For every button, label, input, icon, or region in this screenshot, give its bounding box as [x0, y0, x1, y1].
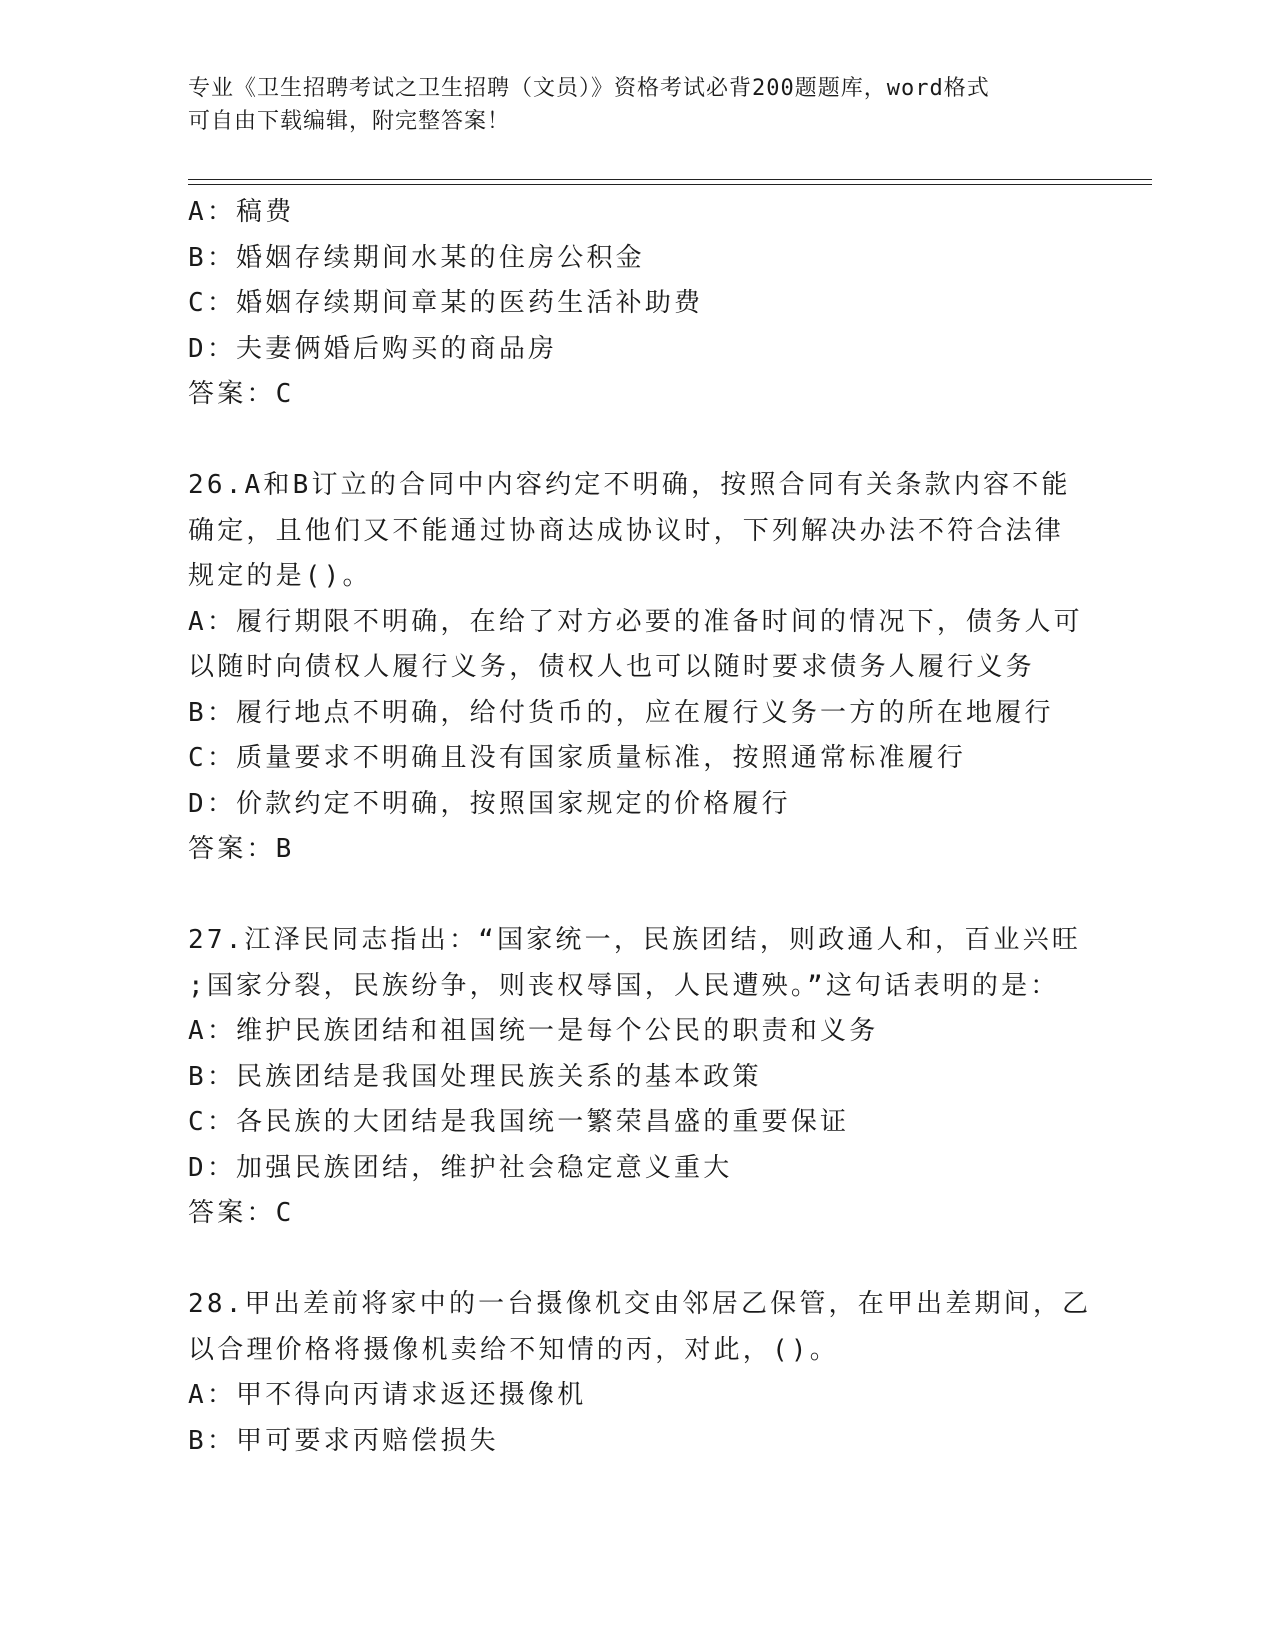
question-spacer [188, 873, 1088, 919]
question-stem-line: 以合理价格将摄像机卖给不知情的丙，对此，()。 [188, 1334, 839, 1365]
question-stem-line: 26.A和B订立的合同中内容约定不明确，按照合同有关条款内容不能 [188, 470, 1071, 500]
question-spacer [188, 1237, 1088, 1283]
option-d: D：加强民族团结，维护社会稳定意义重大 [188, 1152, 733, 1183]
question-stem-line: 28.甲出差前将家中的一台摄像机交由邻居乙保管，在甲出差期间，乙 [188, 1289, 1092, 1319]
answer: 答案：C [188, 379, 295, 409]
question-stem-line: 规定的是()。 [188, 561, 372, 591]
option-b: B：甲可要求丙赔偿损失 [188, 1425, 499, 1456]
option-a-continued: 以随时向债权人履行义务，债权人也可以随时要求债务人履行义务 [188, 652, 1035, 682]
question-spacer [188, 418, 1088, 464]
question-stem-line: 确定，且他们又不能通过协商达成协议时，下列解决办法不符合法律 [188, 515, 1065, 546]
header-divider-top [188, 179, 1152, 180]
document-header [188, 72, 1068, 138]
header-title-line-1: 专业《卫生招聘考试之卫生招聘（文员）》资格考试必背200题题库，word格式 [188, 76, 990, 101]
question-stem-line: ;国家分裂，民族纷争，则丧权辱国，人民遭殃。”这句话表明的是： [188, 970, 1060, 1001]
question-list [188, 190, 1092, 1464]
header-title-line-2: 可自由下载编辑，附完整答案！ [188, 109, 511, 134]
option-a: A：稿费 [188, 197, 295, 227]
header-divider-bottom [188, 184, 1152, 185]
question-stem-line: 27.江泽民同志指出：“国家统一，民族团结，则政通人和，百业兴旺 [188, 925, 1082, 955]
option-b: B：履行地点不明确，给付货币的，应在履行义务一方的所在地履行 [188, 697, 1054, 728]
option-d: D：夫妻俩婚后购买的商品房 [188, 333, 558, 364]
answer: 答案：B [188, 834, 295, 864]
question-25-continued [188, 190, 1088, 418]
question-27 [188, 918, 1088, 1237]
option-c: C：各民族的大团结是我国统一繁荣昌盛的重要保证 [188, 1107, 850, 1137]
option-b: B：婚姻存续期间水某的住房公积金 [188, 242, 645, 273]
option-b: B：民族团结是我国处理民族关系的基本政策 [188, 1061, 762, 1092]
option-a: A：甲不得向丙请求返还摄像机 [188, 1380, 587, 1410]
option-d: D：价款约定不明确，按照国家规定的价格履行 [188, 788, 791, 819]
question-28 [188, 1282, 1092, 1464]
question-26 [188, 463, 1088, 873]
option-a: A：维护民族团结和祖国统一是每个公民的职责和义务 [188, 1016, 879, 1046]
option-c: C：质量要求不明确且没有国家质量标准，按照通常标准履行 [188, 743, 967, 773]
option-a: A：履行期限不明确，在给了对方必要的准备时间的情况下，债务人可 [188, 606, 1083, 637]
option-c: C：婚姻存续期间章某的医药生活补助费 [188, 288, 704, 318]
answer: 答案：C [188, 1198, 295, 1228]
